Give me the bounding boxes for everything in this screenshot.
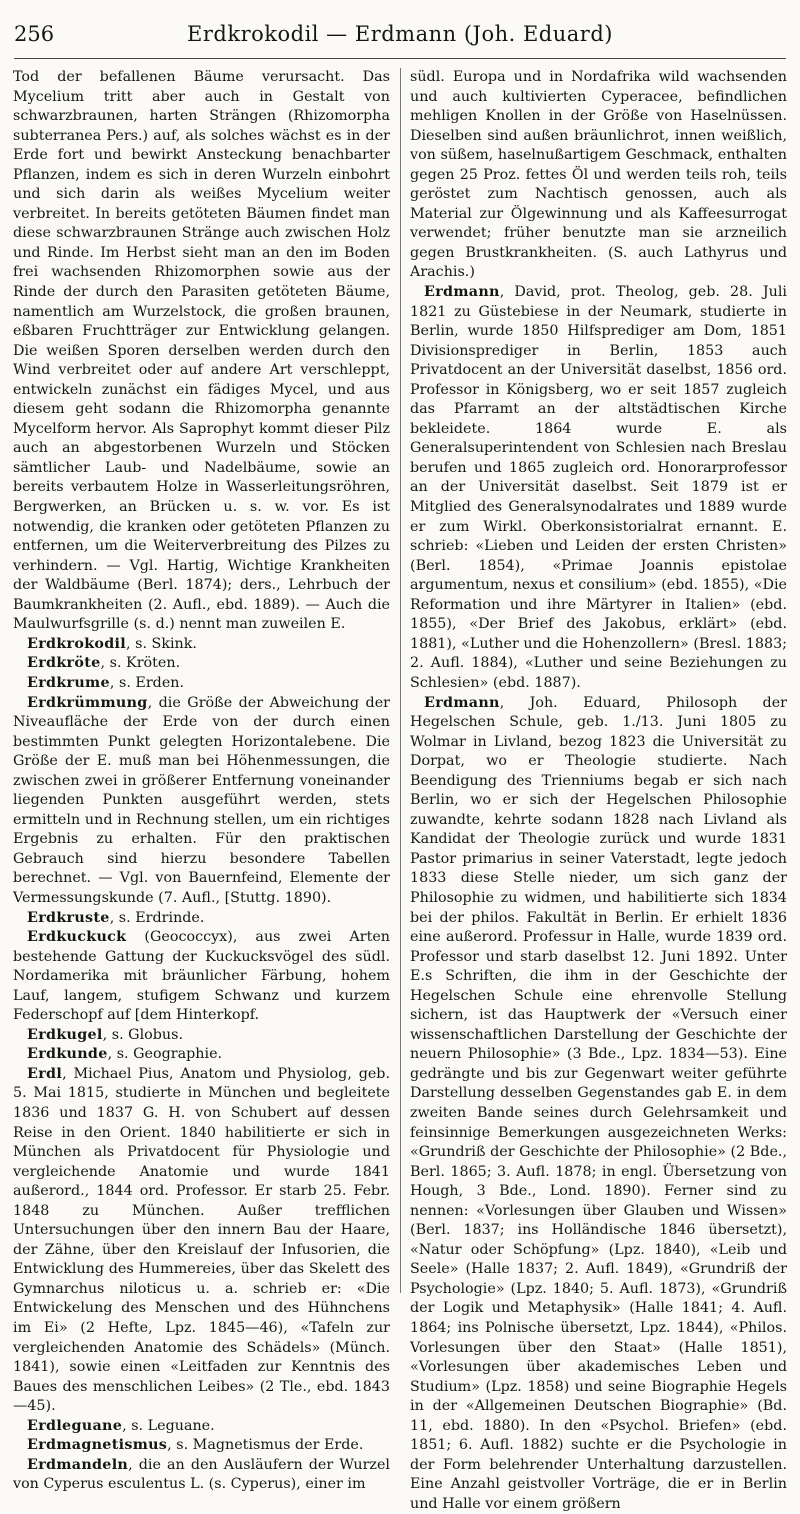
entry-text: , s. Skink. [126,636,197,652]
running-head: Erdkrokodil — Erdmann (Joh. Eduard) [0,22,800,46]
column-divider [400,68,401,1293]
headword: Erdkrume [27,675,110,691]
entry-erdkruste [13,909,390,929]
entry-text: , die an den Ausläufern der Wurzel von Cyperus esculentus L. (s. Cyperus), einer im [13,1457,390,1493]
entry-erdkroete [13,654,390,674]
headword: Erdkrokodil [27,636,126,652]
headword: Erdleguane [27,1418,122,1434]
entry-text: (Geococcyx), aus zwei Arten bestehende Gattung der Kuckucksvögel des südl. Nordamerika mit bräunlicher Färbung, hohem Lauf, langem, stufigem Schwanz und kurzem Federschopf auf [dem Hinterkopf. [13,929,390,1023]
entry-text: südl. Europa und in Nordafrika wild wachsenden und auch kultivierten Cyperacee, befindlichen mehligen Knollen in der Größe von Haselnüssen. Dieselben sind außen bräunlichrot, innen weißlich, von süßem, haselnußartigem Geschmack, enthalten gegen 25 Proz. fettes Öl und werden teils roh, teils geröstet zum Nachtisch genossen, auch als Material zur Ölgewinnung und als Kaffeesurrogat verwendet; früher benutzte man sie arzneilich gegen Brustkrankheiten. (S. auch Lathyrus und Arachis.) [410,69,787,280]
headword: Erdkunde [27,1046,108,1062]
left-column [13,68,390,1293]
entry-cont [13,68,390,635]
entry-erdmandeln [13,1456,390,1495]
headword: Erdkruste [27,910,110,926]
headword: Erdkuckuck [27,929,126,945]
entry-text: , David, prot. Theolog, geb. 28. Juli 1821 zu Güstebiese in der Neumark, studierte in Berlin, wurde 1850 Hilfsprediger am Dom, 1851 Divisionsprediger in Berlin, 1853 auch Privatdocent an der Universität daselbst, 1856 ord. Professor in Königsberg, wo er seit 1857 zugleich das Pfarramt an der altstädtischen Kirche bekleidete. 1864 wurde E. als Generalsuperintendent von Schlesien nach Breslau berufen und 1865 zugleich ord. Honorarprofessor an der Universität daselbst. Seit 1879 ist er Mitglied des Generalsynodalrates und 1889 wurde er zum Wirkl. Oberkonsistorialrat ernannt. E. schrieb: «Lieben und Leiden der ersten Christen» (Berl. 1854), «Primae Joannis epistolae argumentum, nexus et consilium» (ebd. 1855), «Die Reformation und ihre Märtyrer in Italien» (ebd. 1855), «Der Brief des Jakobus, erklärt» (ebd. 1881), «Luther und die Hohenzollern» (Bresl. 1883; 2. Aufl. 1884), «Luther und seine Beziehungen zu Schlesien» (ebd. 1887). [410,284,787,691]
right-column [410,68,787,1293]
entry-text: , s. Geographie. [108,1046,222,1062]
headword: Erdl [27,1066,62,1082]
page-number: 256 [14,22,54,46]
entry-text: , s. Leguane. [122,1418,215,1434]
entry-cont2 [410,68,787,283]
entry-text: , die Größe der Abweichung der Niveaufläche der Erde von der durch einen bestimmten Punkt gelegten Horizontalebene. Die Größe der E. muß man bei Höhenmessungen, die zwischen zwei in größerer Entfernung voneinander liegenden Punkten ausgeführt werden, stets ermitteln und in Rechnung stellen, um ein richtiges Ergebnis zu erhalten. Für den praktischen Gebrauch sind hierzu besondere Tabellen berechnet. — Vgl. von Bauernfeind, Elemente der Vermessungskunde (7. Aufl., [Stuttg. 1890). [13,695,390,906]
headword: Erdkröte [27,655,101,671]
headword: Erdkugel [27,1027,103,1043]
headword: Erdmandeln [27,1457,128,1473]
entry-erdkuckuck [13,928,390,1026]
entry-text: , s. Erden. [110,675,184,691]
headword: Erdmagnetismus [27,1437,167,1453]
entry-text: Tod der befallenen Bäume verursacht. Das Mycelium tritt aber auch in Gestalt von schwarzbraunen, harten Strängen (Rhizomorpha subterranea Pers.) auf, als solches wächst es in der Erde fort und bewirkt Ansteckung benachbarter Pflanzen, indem es sich in deren Wurzeln einbohrt und sich darin als weißes Mycelium weiter verbreitet. In bereits getöteten Bäumen findet man diese schwarzbraunen Stränge auch zwischen Holz und Rinde. Im Herbst sieht man an den im Boden frei wachsenden Rhizomorphen sowie aus der Rinde der durch den Parasiten getöteten Bäume, namentlich am Wurzelstock, die großen braunen, eßbaren Fruchtträger zur Entwicklung gelangen. Die weißen Sporen derselben werden durch den Wind verbreitet oder auf andere Art verschleppt, entwickeln zunächst ein fädiges Mycel, und aus diesem geht sodann die Rhizomorpha genannte Mycelform hervor. Als Saprophyt kommt dieser Pilz auch an abgestorbenen Wurzeln und Stöcken sämtlicher Laub- und Nadelbäume, sowie an bereits verbautem Holze in Wasserleitungsröhren, Bergwerken, an Brücken u. s. w. vor. Es ist notwendig, die kranken oder getöteten Pflanzen zu entfernen, um die Weiterverbreitung des Pilzes zu verhindern. — Vgl. Hartig, Wichtige Krankheiten der Waldbäume (Berl. 1874); ders., Lehrbuch der Baumkrankheiten (2. Aufl., ebd. 1889). — Auch die Maulwurfsgrille (s. d.) nennt man zuweilen E. [13,69,390,632]
entry-erdkrokodil [13,635,390,655]
entry-text: , s. Erdrinde. [110,910,205,926]
header-rule [14,58,786,59]
entry-erdkruemmung [13,694,390,909]
entry-erdkugel [13,1026,390,1046]
entry-text: , Joh. Eduard, Philosoph der Hegelschen Schule, geb. 1./13. Juni 1805 zu Wolmar in Livland, bezog 1823 die Universität zu Dorpat, wo er Theologie studierte. Nach Beendigung des Trienniums begab er sich nach Berlin, wo er sich der Hegelschen Philosophie zuwandte, kehrte sodann 1828 nach Livland als Kandidat der Theologie zurück und wurde 1831 Pastor primarius in seiner Vaterstadt, legte jedoch 1833 diese Stelle nieder, um sich ganz der Philosophie zu widmen, und habilitierte sich 1834 bei der philos. Fakultät in Berlin. Er erhielt 1836 eine außerord. Professur in Halle, wurde 1839 ord. Professor und starb daselbst 12. Juni 1892. Unter E.s Schriften, die ihm in der Geschichte der Hegelschen Schule eine ehrenvolle Stellung sichern, ist das Hauptwerk der «Versuch einer wissenschaftlichen Darstellung der Geschichte der neuern Philosophie» (3 Bde., Lpz. 1834—53). Eine gedrängte und bis zur Gegenwart weiter geführte Darstellung desselben Gegenstandes gab E. in dem zweiten Bande seines durch Gelehrsamkeit und feinsinnige Bemerkungen ausgezeichneten Werks: «Grundriß der Geschichte der Philosophie» (2 Bde., Berl. 1865; 3. Aufl. 1878; in engl. Übersetzung von Hough, 3 Bde., Lond. 1890). Ferner sind zu nennen: «Vorlesungen über Glauben und Wissen» (Berl. 1837; ins Holländische 1846 übersetzt), «Natur oder Schöpfung» (Lpz. 1840), «Leib und Seele» (Halle 1837; 2. Aufl. 1849), «Grundriß der Psychologie» (Lpz. 1840; 5. Aufl. 1873), «Grundriß der Logik und Metaphysik» (Halle 1841; 4. Aufl. 1864; ins Polnische übersetzt, Lpz. 1844), «Philos. Vorlesungen über den Staat» (Halle 1851), «Vorlesungen über akademisches Leben und Studium» (Lpz. 1858) und seine Biographie Hegels in der «Allgemeinen Deutschen Biographie» (Bd. 11, ebd. 1880). In den «Psychol. Briefen» (ebd. 1851; 6. Aufl. 1882) suchte er die Psychologie in der Form belehrender Unterhaltung darzustellen. Eine Anzahl geistvoller Vorträge, die er in Berlin und Halle vor einem größern [410,695,787,1512]
entry-erdmann-eduard [410,694,787,1514]
page-header [0,22,800,58]
entry-erdl [13,1065,390,1417]
entry-text: , s. Globus. [103,1027,183,1043]
entry-text: , s. Kröten. [101,655,181,671]
entry-erdkrume [13,674,390,694]
headword: Erdkrümmung [27,695,148,711]
headword: Erdmann [424,695,500,711]
entry-text: , s. Magnetismus der Erde. [167,1437,363,1453]
entry-erdmagnetismus [13,1436,390,1456]
headword: Erdmann [424,284,500,300]
entry-text: , Michael Pius, Anatom und Physiolog, geb. 5. Mai 1815, studierte in München und begleitete 1836 und 1837 G. H. von Schubert auf dessen Reise in den Orient. 1840 habilitierte er sich in München als Privatdocent für Physiologie und vergleichende Anatomie und wurde 1841 außerord., 1844 ord. Professor. Er starb 25. Febr. 1848 zu München. Außer trefflichen Untersuchungen über den innern Bau der Haare, der Zähne, über den Kreislauf der Infusorien, die Entwicklung des Hummereies, über das Skelett des Gymnarchus niloticus u. a. schrieb er: «Die Entwickelung des Menschen und des Hühnchens im Ei» (2 Hefte, Lpz. 1845—46), «Tafeln zur vergleichenden Anatomie des Schädels» (Münch. 1841), sowie einen «Leitfaden zur Kenntnis des Baues des menschlichen Leibes» (2 Tle., ebd. 1843—45). [13,1066,390,1414]
entry-erdmann-david [410,283,787,693]
entry-erdleguane [13,1417,390,1437]
entry-erdkunde [13,1045,390,1065]
